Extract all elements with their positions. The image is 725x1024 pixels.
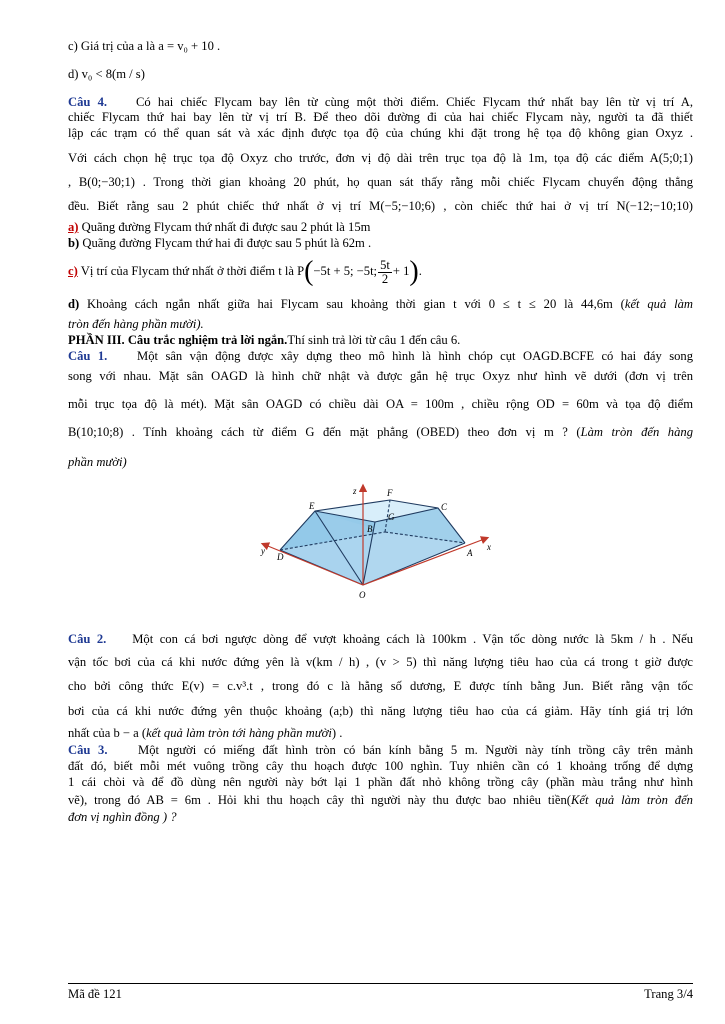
statement-c-label: c) [68,264,78,278]
question-4-line-2: chiếc Flycam thứ hai bay lên từ vị trí B. Để theo dõi đường đi của hai chiếc Flycam này, người ta đã thiết [68,110,693,124]
label-z: z [353,486,357,496]
question-2-line-2: vận tốc bơi của cá khi nước đứng yên là v(km / h) , (v > 5) thì năng lượng tiêu hao của cá trong t giờ được [68,655,693,669]
statement-c: c) Vị trí của Flycam thứ nhất ở thời điểm t là P(−5t + 5; −5t; $\frac{5t}{2}$ + 1). [68,256,422,288]
label-x: x [487,542,491,552]
question-2-line-1: Câu 2. Một con cá bơi ngược dòng để vượt khoảng cách là 100km . Vận tốc dòng nước là 5km / h . Nếu [68,632,693,646]
label-g: G [388,512,395,522]
question-2-line-4: bơi của cá khi nước đứng yên thuộc khoảng (a;b) thì năng lượng tiêu hao của cá giảm. Hãy tính giá trị lớn [68,704,693,718]
question-4-line-6: đều. Biết rằng sau 2 phút chiếc thứ nhất ở vị trí M(−5;−10;6) , còn chiếc thứ hai ở vị trí N(−12;−10;10) [68,199,693,213]
question-1-label: Câu 1. [68,349,108,363]
question-3-line-4: vẽ), trong đó AB = 6m . Hỏi khi thu hoạch cây thì người này thu được bao nhiêu tiền(Kết quả làm tròn đến [68,793,693,807]
label-b: B [367,524,373,534]
label-d: D [277,552,284,562]
question-1-line-4: B(10;10;8) . Tính khoảng cách từ điểm G đến mặt phẳng (OBED) theo đơn vị m ? (Làm tròn đến hàng [68,425,693,439]
question-4-line-4: Với cách chọn hệ trục tọa độ Oxyz cho trước, đơn vị độ dài trên trục tọa độ là 1m, tọa độ các điểm A(5;0;1) [68,151,693,165]
statement-d-line-1: d) Khoảng cách ngắn nhất giữa hai Flycam sau khoảng thời gian t với 0 ≤ t ≤ 20 là 44,6m (kết quả làm [68,297,693,311]
statement-d-label: d) [68,297,80,311]
statement-d-line-2: tròn đến hàng phần mười). [68,317,204,331]
question-4-label: Câu 4. [68,95,108,109]
label-e: E [309,501,315,511]
question-1-line-1: Câu 1. Một sân vận động được xây dựng theo mô hình là hình chóp cụt OAGD.BCFE có hai đáy song [68,349,693,363]
question-3-line-5: đơn vị nghìn đồng ) ? [68,810,177,824]
question-3-label: Câu 3. [68,743,108,757]
statement-b: b) Quãng đường Flycam thứ hai đi được sau 5 phút là 62m . [68,236,372,250]
question-4-line-3: lập các trạm có thể quan sát và xác định được tọa độ của chúng khi đặt trong hệ tọa độ không gian Oxyz . [68,126,693,140]
question-1-line-2: song với nhau. Mặt sân OAGD là hình chữ nhật và được gắn hệ trục Oxyz như hình vẽ dưới (đơn vị trên [68,369,693,383]
statement-a: a) Quãng đường Flycam thứ nhất đi được sau 2 phút là 15m [68,220,371,234]
question-3-line-3: 1 cái chòi và để đồ dùng nên người này bớt lại 1 phần đất nhỏ không trồng cây (phần màu trắng như hình [68,775,693,789]
exam-code: Mã đề 121 [68,987,122,1001]
label-y: y [261,546,265,556]
label-c: C [441,502,448,512]
part-3-heading: PHẦN III. Câu trắc nghiệm trả lời ngắn.Thí sinh trả lời từ câu 1 đến câu 6. [68,333,461,347]
label-a: A [467,548,473,558]
statement-a-label: a) [68,220,79,234]
footer-rule [68,983,693,984]
option-d-line: d) v₀ < 8(m / s) [68,67,145,81]
question-4-line-5: , B(0;−30;1) . Trong thời gian khoảng 20 phút, họ quan sát thấy rằng mỗi chiếc Flycam chuyển động thẳng [68,175,693,189]
question-1-line-5: phần mười) [68,455,127,469]
label-o: O [359,590,366,600]
page-number: Trang 3/4 [644,987,693,1001]
question-2-line-5: nhất của b − a (kết quả làm tròn tới hàng phần mười) . [68,726,343,740]
label-f: F [387,488,393,498]
question-1-line-3: mỗi trục tọa độ là mét). Mặt sân OAGD có chiều dài OA = 100m , chiều rộng OD = 60m và tọa độ điểm [68,397,693,411]
question-2-line-3: cho bởi công thức E(v) = c.v³.t , trong đó c là hằng số dương, E được tính bằng Jun. Biết rằng vận tốc [68,679,693,693]
option-c-line: c) Giá trị của a là a = v₀ + 10 . [68,39,221,53]
question-3-line-2: đất đó, biết mỗi mét vuông trồng cây thu hoạch được 100 nghìn. Tuy nhiên cần có 1 khoảng trống để dựng [68,759,693,773]
question-4-line-1: Câu 4. Có hai chiếc Flycam bay lên từ cùng một thời điểm. Chiếc Flycam thứ nhất bay lên từ vị trí A, [68,95,694,109]
question-2-label: Câu 2. [68,632,107,646]
statement-b-label: b) [68,236,80,250]
question-3-line-1: Câu 3. Một người có miếng đất hình tròn có bán kính bằng 5 m. Người này tính trồng cây trên mảnh [68,743,693,757]
stadium-frustum-figure [255,480,505,610]
